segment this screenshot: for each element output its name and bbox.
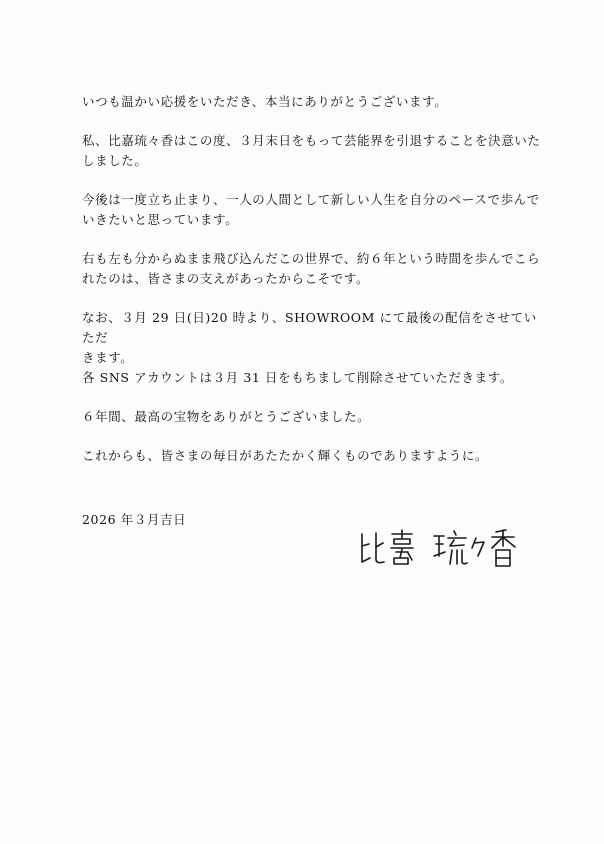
handwritten-signature	[356, 526, 526, 572]
greeting-paragraph: いつも温かい応援をいただき、本当にありがとうございます。	[82, 94, 448, 109]
letter-body	[82, 92, 542, 485]
closing-paragraph: これからも、皆さまの毎日があたたかく輝くものでありますように。	[82, 448, 489, 463]
letter-date: 2026 年３月吉日	[82, 512, 187, 527]
sns-deletion-paragraph: 各 SNS アカウントは３月 31 日をもちまして削除させていただきます。	[82, 370, 513, 385]
future-paragraph: 今後は一度立ち止まり、一人の人間として新しい人生を自分のペースで歩んで いきたいと思っています。	[82, 192, 540, 227]
gratitude-paragraph: 右も左も分からぬまま飛び込んだこの世界で、約６年という時間を歩んでこら れたのは、皆さまの支えがあったからこそです。	[82, 251, 541, 286]
retirement-paragraph: 私、比嘉琉々香はこの度、３月末日をもって芸能界を引退することを決意いた しました。	[82, 133, 541, 168]
final-stream-paragraph: なお、３月 29 日(日)20 時より、SHOWROOM にて最後の配信をさせていただ きます。	[82, 310, 537, 365]
thanks-paragraph: ６年間、最高の宝物をありがとうございました。	[82, 409, 371, 424]
